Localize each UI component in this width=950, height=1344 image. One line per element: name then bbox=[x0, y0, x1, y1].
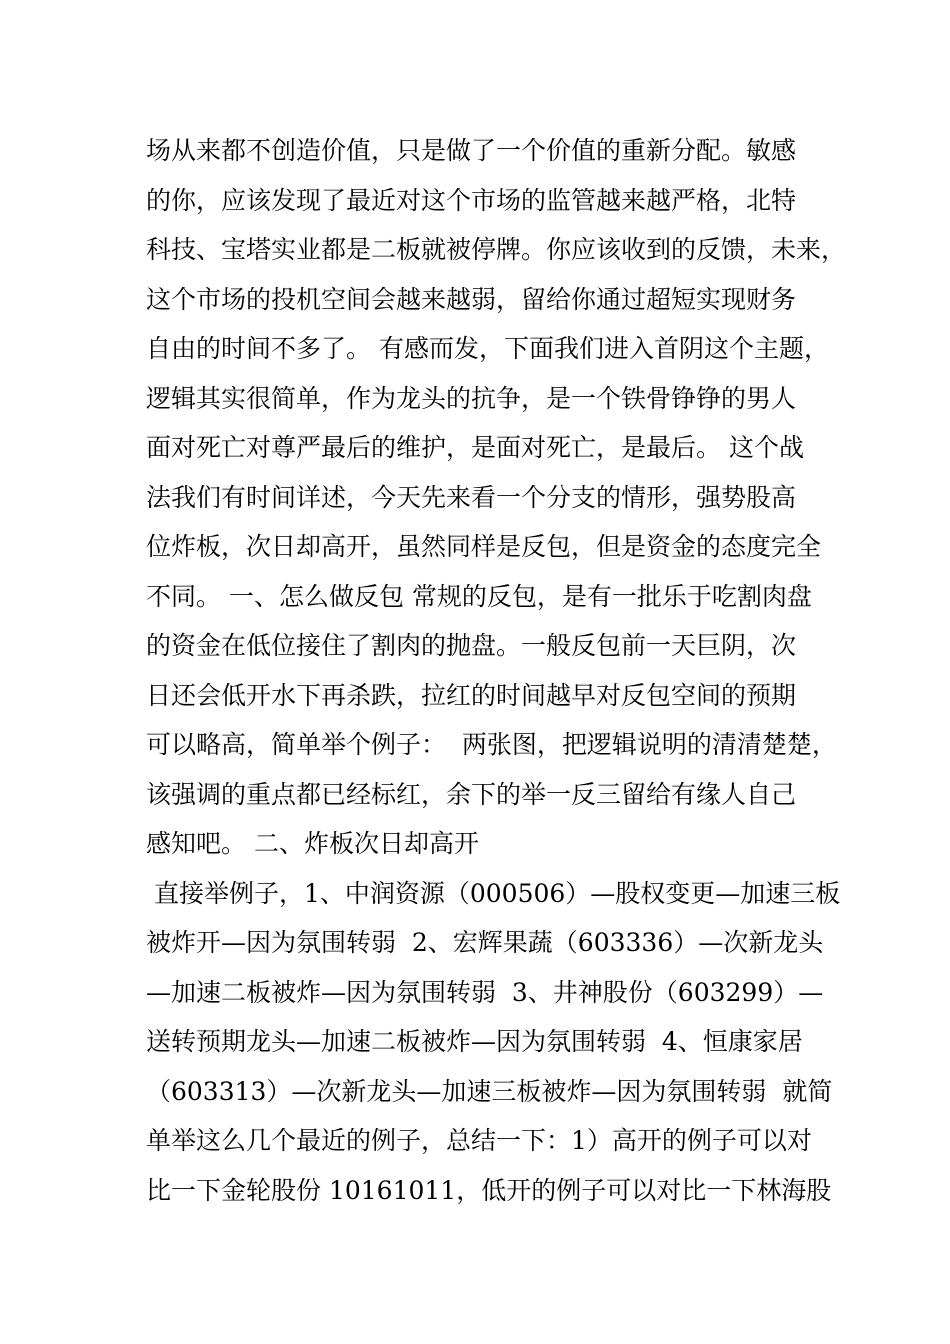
text-line: 可以略高，简单举个例子： 两张图，把逻辑说明的清清楚楚， bbox=[146, 730, 837, 759]
body-text bbox=[146, 126, 847, 1215]
text-line: 位炸板，次日却高开，虽然同样是反包，但是资金的态度完全 bbox=[146, 532, 822, 561]
text-line: 科技、宝塔实业都是二板就被停牌。你应该收到的反馈，未来， bbox=[146, 235, 847, 264]
text-line: 日还会低开水下再杀跌，拉红的时间越早对反包空间的预期 bbox=[146, 680, 797, 710]
text-line: 感知吧。 二、炸板次日却高开 bbox=[146, 829, 479, 858]
text-line: 自由的时间不多了。 有感而发，下面我们进入首阴这个主题， bbox=[146, 334, 829, 363]
text-line: 直接举例子，1、中润资源（000506）—股权变更—加速三板 bbox=[146, 878, 841, 908]
text-line: 被炸开—因为氛围转弱 2、宏辉果蔬（603336）—次新龙头 bbox=[146, 928, 824, 957]
text-line: 法我们有时间详述，今天先来看一个分支的情形，强势股高 bbox=[146, 482, 797, 512]
text-line: 该强调的重点都已经标红，余下的举一反三留给有缘人自己 bbox=[146, 779, 797, 809]
text-line: 面对死亡对尊严最后的维护，是面对死亡，是最后。 这个战 bbox=[146, 433, 804, 462]
text-line: 这个市场的投机空间会越来越弱，留给你通过超短实现财务 bbox=[146, 284, 797, 314]
text-line: 的资金在低位接住了割肉的抛盘。一般反包前一天巨阴，次 bbox=[146, 631, 797, 660]
text-line: 送转预期龙头—加速二板被炸—因为氛围转弱 4、恒康家居 bbox=[146, 1027, 803, 1056]
text-line: 单举这么几个最近的例子，总结一下：1）高开的例子可以对 bbox=[146, 1126, 812, 1155]
text-line: 逻辑其实很简单，作为龙头的抗争，是一个铁骨铮铮的男人 bbox=[146, 383, 797, 413]
text-line: 比一下金轮股份 10161011，低开的例子可以对比一下林海股 bbox=[146, 1175, 832, 1205]
text-line: 不同。 一、怎么做反包 常规的反包，是有一批乐于吃割肉盘 bbox=[146, 581, 812, 611]
text-line: 的你，应该发现了最近对这个市场的监管越来越严格，北特 bbox=[146, 185, 797, 215]
text-line: —加速二板被炸—因为氛围转弱 3、井神股份（603299）— bbox=[146, 977, 824, 1007]
text-line: 场从来都不创造价值，只是做了一个价值的重新分配。敏感 bbox=[146, 136, 797, 165]
text-line: （603313）—次新龙头—加速三板被炸—因为氛围转弱 就简 bbox=[146, 1076, 833, 1106]
